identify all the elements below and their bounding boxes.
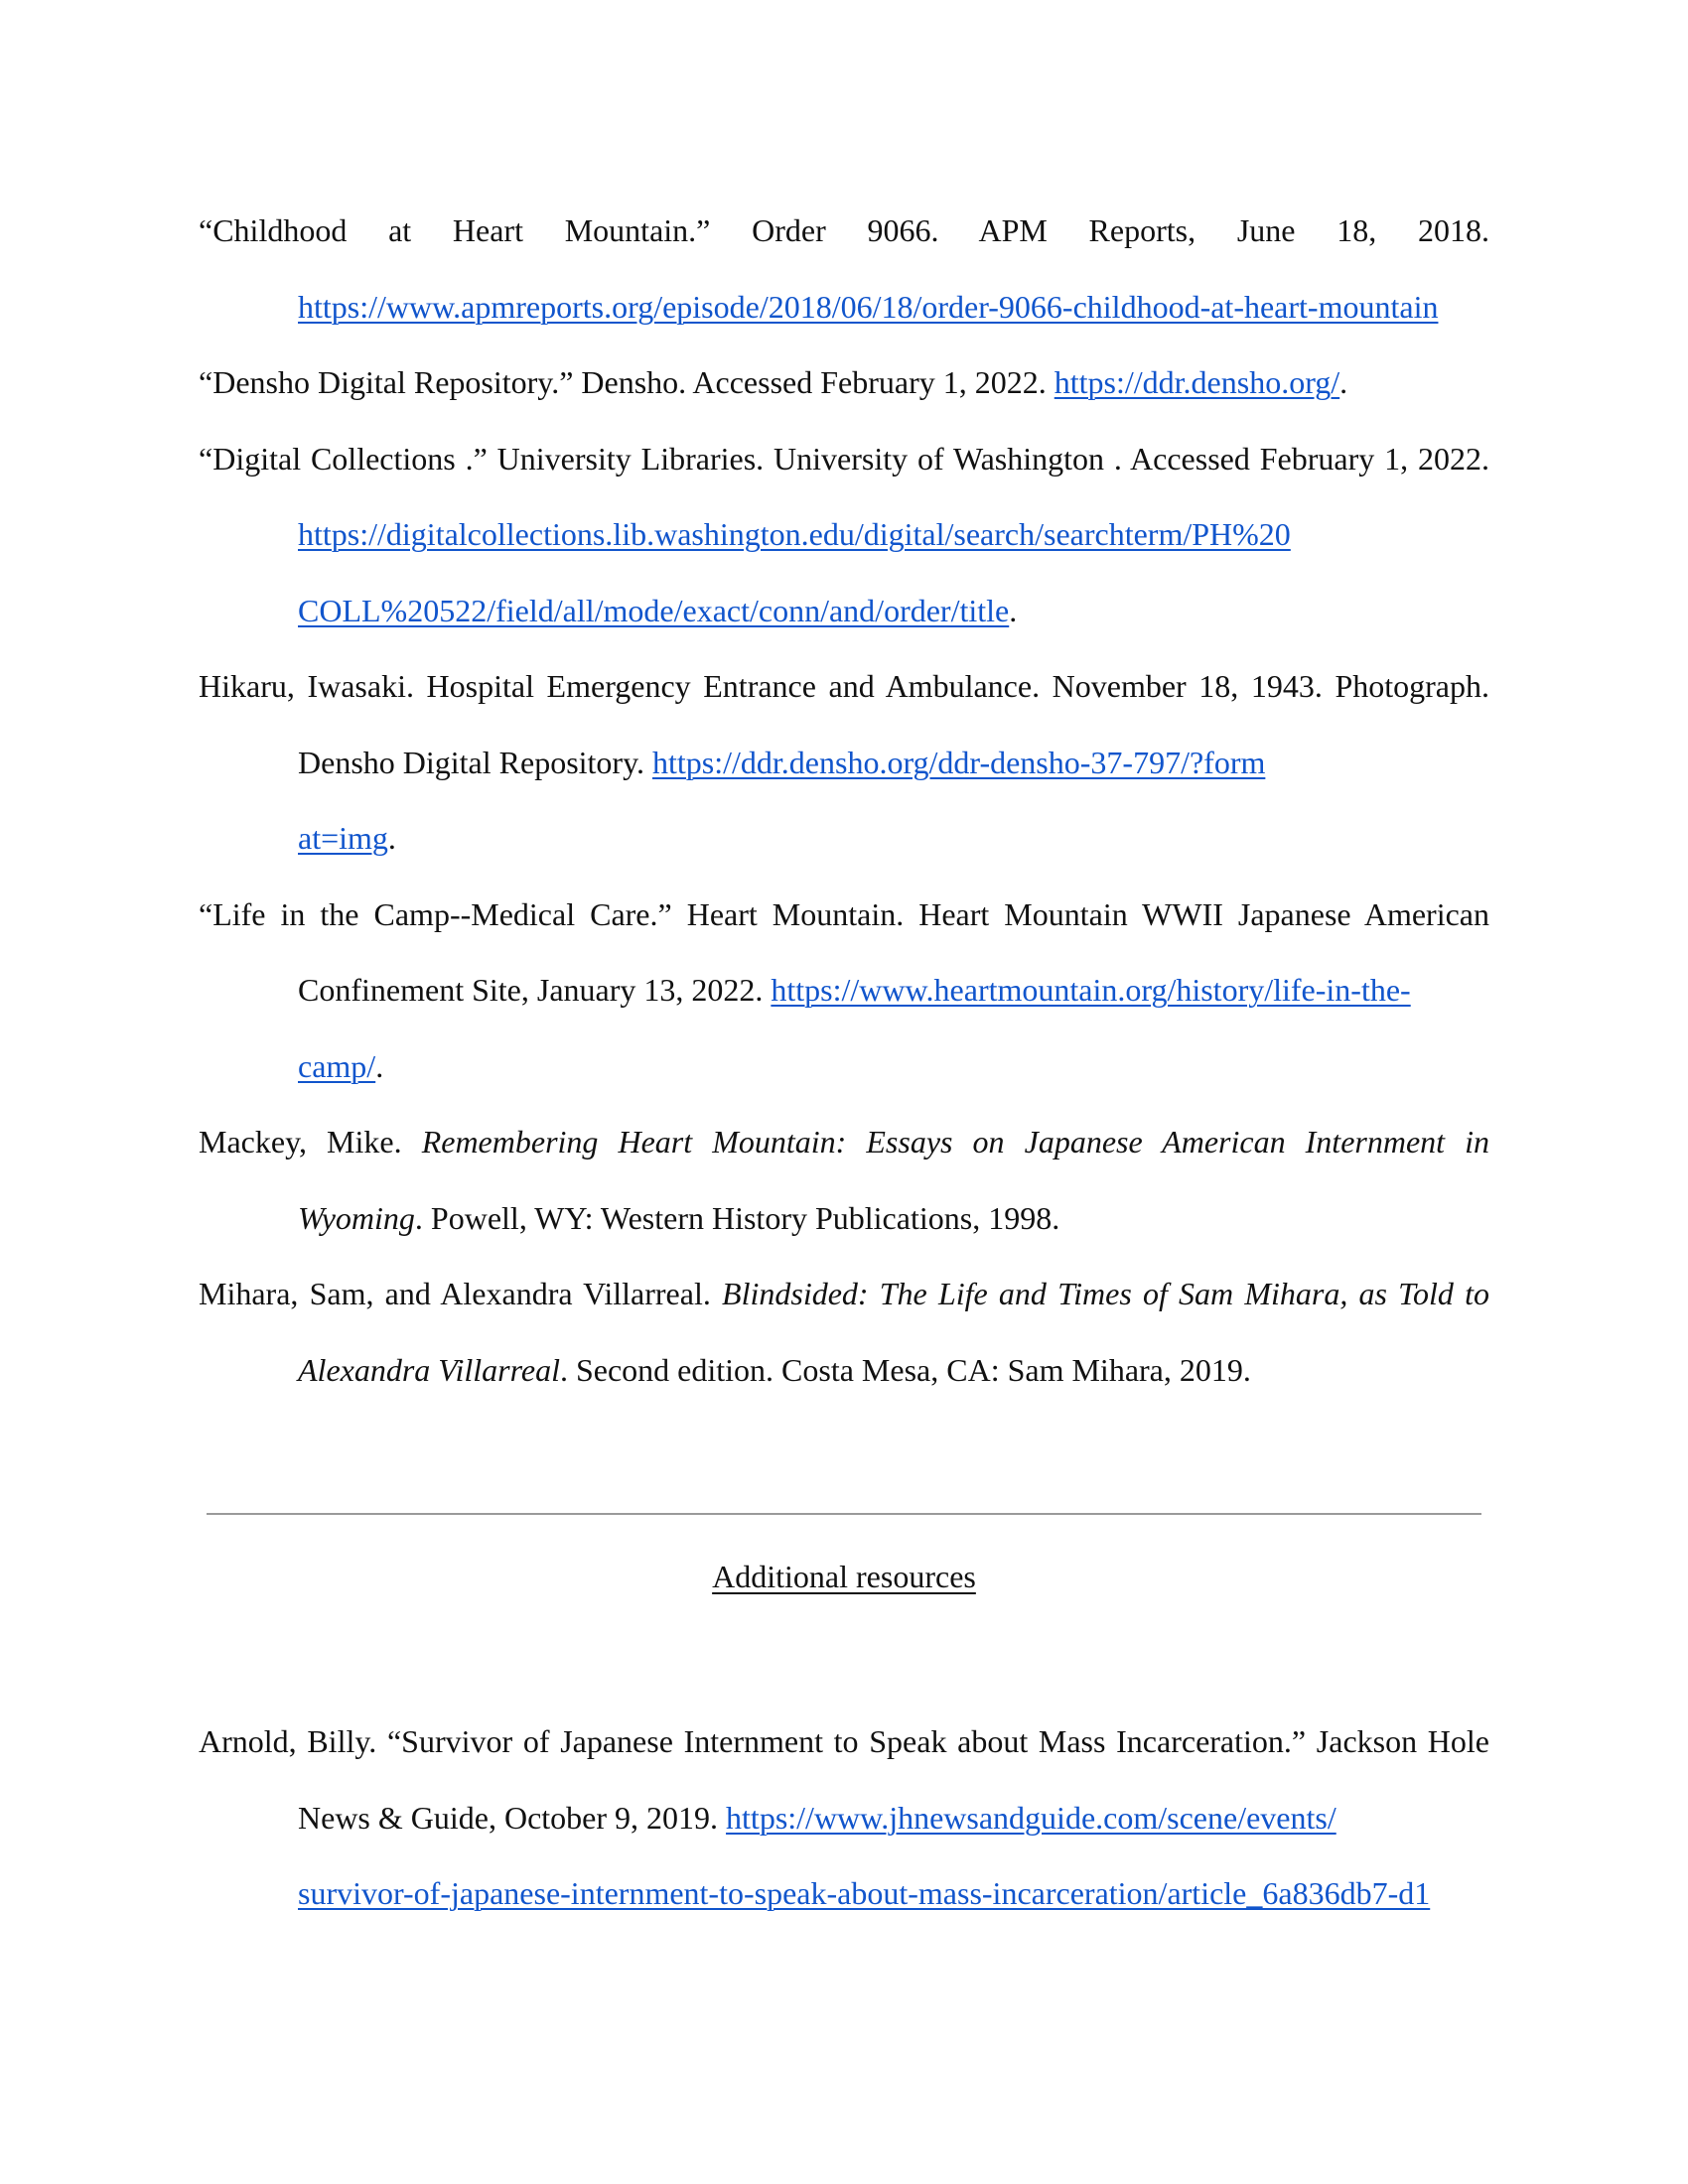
section-divider bbox=[207, 1513, 1481, 1515]
citation-link-part-2: at=img bbox=[298, 820, 388, 856]
citation-text: “Densho Digital Repository.” Densho. Accessed February 1, 2022. bbox=[199, 364, 1047, 400]
citation-hikaru-iwasaki bbox=[199, 648, 1489, 877]
citation-title: Blindsided: The Life and Times of Sam Mihara, as Told to Alexandra Villarreal bbox=[298, 1276, 1489, 1388]
citation-tail: . bbox=[1009, 592, 1018, 628]
citation-link-part-2: COLL%20522/field/all/mode/exact/conn/and/order/title bbox=[298, 592, 1010, 628]
citation-text: Hikaru, Iwasaki. Hospital Emergency Entrance and Ambulance. November 18, 1943. Photograph. Densho Digital Repository. bbox=[199, 668, 1489, 780]
citation-link-part-2: survivor-of-japanese-internment-to-speak-about-mass-incarceration/article_6a836db7-d1 bbox=[298, 1875, 1431, 1911]
citation-tail: . bbox=[375, 1047, 384, 1084]
citation-link[interactable] bbox=[298, 516, 1291, 628]
additional-resources-list bbox=[199, 1704, 1489, 1932]
citation-mihara bbox=[199, 1256, 1489, 1408]
bibliography bbox=[199, 193, 1489, 1408]
additional-resources-heading: Additional resources bbox=[712, 1559, 976, 1594]
citation-link-part-1: https://www.jhnewsandguide.com/scene/events/ bbox=[726, 1799, 1336, 1836]
citation-author: Mihara, Sam, and Alexandra Villarreal. bbox=[199, 1276, 711, 1311]
citation-arnold bbox=[199, 1704, 1489, 1932]
citation-author: Mackey, Mike. bbox=[199, 1124, 402, 1160]
citation-rest: . Second edition. Costa Mesa, CA: Sam Mihara, 2019. bbox=[559, 1351, 1251, 1388]
citation-link-part-1: https://ddr.densho.org/ddr-densho-37-797/?form bbox=[652, 744, 1266, 780]
citation-link-part-1: https://digitalcollections.lib.washington.edu/digital/search/searchterm/PH%20 bbox=[298, 516, 1291, 552]
citation-text: “Digital Collections .” University Libraries. University of Washington . Accessed February 1, 2022. bbox=[199, 440, 1489, 477]
citation-digital-collections bbox=[199, 421, 1489, 649]
citation-tail: . bbox=[1339, 364, 1348, 400]
citation-text: “Life in the Camp--Medical Care.” Heart Mountain. Heart Mountain WWII Japanese American Confinement Site, January 13, 2022. bbox=[199, 895, 1489, 1008]
citation-text: Arnold, Billy. “Survivor of Japanese Internment to Speak about Mass Incarceration.” Jackson Hole News & Guide, October 9, 2019. bbox=[199, 1723, 1489, 1836]
citation-link[interactable]: https://www.apmreports.org/episode/2018/06/18/order-9066-childhood-at-heart-mountain bbox=[298, 288, 1439, 325]
citation-link-part-1: https://www.heartmountain.org/history/life-in-the- bbox=[771, 972, 1411, 1008]
citation-link-part-2: camp/ bbox=[298, 1047, 376, 1084]
citation-link[interactable]: https://ddr.densho.org/ bbox=[1054, 364, 1340, 400]
citation-title: Remembering Heart Mountain: Essays on Japanese American Internment in Wyoming bbox=[298, 1124, 1490, 1236]
citation-rest: . Powell, WY: Western History Publications, 1998. bbox=[414, 1199, 1060, 1236]
citation-life-in-camp bbox=[199, 877, 1489, 1105]
citation-densho-repository bbox=[199, 344, 1489, 421]
citation-mackey bbox=[199, 1104, 1489, 1256]
citation-text: “Childhood at Heart Mountain.” Order 9066. APM Reports, June 18, 2018. bbox=[199, 212, 1489, 248]
citation-tail: . bbox=[387, 820, 396, 856]
citation-childhood-heart-mountain bbox=[199, 193, 1489, 344]
